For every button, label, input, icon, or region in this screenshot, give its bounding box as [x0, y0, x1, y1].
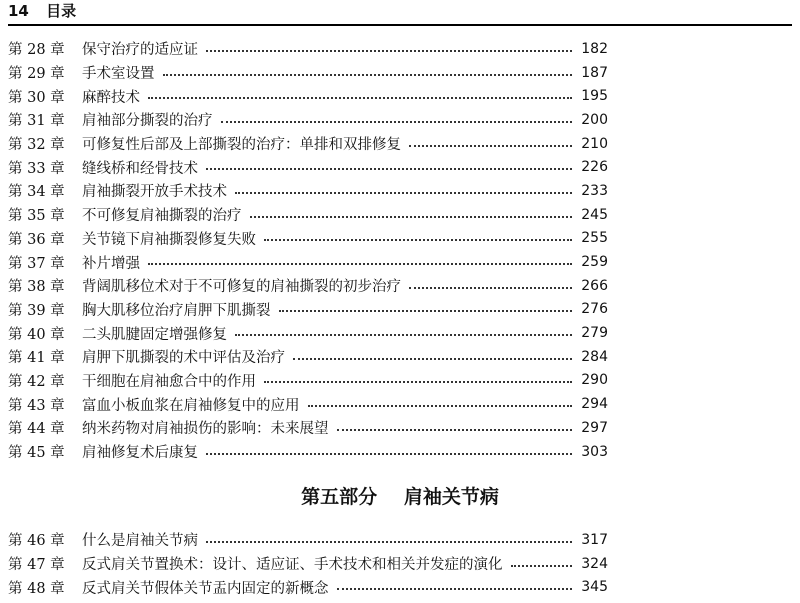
page-ref: 255	[581, 230, 608, 247]
chapter-title: 干细胞在肩袖愈合中的作用	[82, 373, 256, 390]
leader-dots	[337, 588, 573, 590]
leader-dots	[308, 405, 573, 407]
chapter-title: 什么是肩袖关节病	[82, 533, 198, 550]
chapter-number: 第 37 章	[8, 255, 65, 272]
toc-entry[interactable]	[8, 179, 608, 203]
chapter-title: 麻醉技术	[82, 89, 140, 106]
toc-entry[interactable]	[8, 552, 608, 576]
toc-entry[interactable]	[8, 392, 608, 416]
chapter-title: 背阔肌移位术对于不可修复的肩袖撕裂的初步治疗	[82, 279, 401, 296]
toc-entry[interactable]	[8, 298, 608, 322]
chapter-title: 可修复性后部及上部撕裂的治疗：单排和双排修复	[82, 137, 401, 154]
leader-dots	[206, 50, 572, 52]
leader-dots	[235, 192, 572, 194]
chapter-number: 第 29 章	[8, 66, 65, 83]
chapter-title: 关节镜下肩袖撕裂修复失败	[82, 231, 256, 248]
page-ref: 324	[581, 555, 608, 572]
toc-entry[interactable]	[8, 575, 608, 599]
leader-dots	[264, 381, 572, 383]
section-title: 目录	[46, 2, 77, 20]
leader-dots	[148, 97, 572, 99]
chapter-title: 肩袖修复术后康复	[82, 445, 198, 462]
chapter-number: 第 46 章	[8, 533, 65, 550]
part-label: 第五部分	[301, 486, 378, 508]
toc-entry[interactable]	[8, 108, 608, 132]
leader-dots	[206, 541, 572, 543]
toc-entry[interactable]	[8, 155, 608, 179]
page-number: 14	[8, 2, 29, 20]
chapter-number: 第 41 章	[8, 350, 65, 367]
chapter-number: 第 38 章	[8, 279, 65, 296]
chapter-number: 第 30 章	[8, 89, 65, 106]
page-ref: 297	[581, 419, 608, 436]
toc-list-part-4	[8, 37, 608, 463]
leader-dots	[337, 429, 573, 431]
chapter-number: 第 33 章	[8, 160, 65, 177]
page-ref: 226	[581, 159, 608, 176]
leader-dots	[293, 358, 572, 360]
leader-dots	[264, 239, 572, 241]
toc-entry[interactable]	[8, 528, 608, 552]
page-ref: 266	[581, 277, 608, 294]
page-ref: 195	[581, 88, 608, 105]
toc-entry[interactable]	[8, 203, 608, 227]
chapter-number: 第 31 章	[8, 113, 65, 130]
chapter-number: 第 48 章	[8, 580, 65, 597]
page-ref: 284	[581, 348, 608, 365]
toc-entry[interactable]	[8, 84, 608, 108]
chapter-number: 第 32 章	[8, 137, 65, 154]
toc-entry[interactable]	[8, 321, 608, 345]
toc-entry[interactable]	[8, 369, 608, 393]
leader-dots	[206, 453, 572, 455]
chapter-number: 第 36 章	[8, 231, 65, 248]
leader-dots	[409, 145, 572, 147]
toc-entry[interactable]	[8, 440, 608, 464]
leader-dots	[206, 168, 572, 170]
chapter-title: 不可修复肩袖撕裂的治疗	[82, 208, 242, 225]
chapter-title: 纳米药物对肩袖损伤的影响：未来展望	[82, 421, 329, 438]
chapter-title: 肩袖撕裂开放手术技术	[82, 184, 227, 201]
toc-entry[interactable]	[8, 132, 608, 156]
page-ref: 276	[581, 301, 608, 318]
toc-entry[interactable]	[8, 416, 608, 440]
toc-list-part-5	[8, 528, 608, 599]
toc-entry[interactable]	[8, 250, 608, 274]
chapter-title: 补片增强	[82, 255, 140, 272]
leader-dots	[163, 74, 573, 76]
chapter-number: 第 47 章	[8, 557, 65, 574]
toc-entry[interactable]	[8, 61, 608, 85]
chapter-number: 第 45 章	[8, 445, 65, 462]
chapter-number: 第 43 章	[8, 397, 65, 414]
page-ref: 245	[581, 206, 608, 223]
leader-dots	[409, 287, 572, 289]
page-ref: 279	[581, 325, 608, 342]
chapter-title: 肩袖部分撕裂的治疗	[82, 113, 213, 130]
part-title: 肩袖关节病	[403, 486, 499, 508]
page-ref: 210	[581, 135, 608, 152]
chapter-title: 缝线桥和经骨技术	[82, 160, 198, 177]
page-ref: 182	[581, 40, 608, 57]
leader-dots	[511, 565, 573, 567]
toc-entry[interactable]	[8, 227, 608, 251]
page-ref: 303	[581, 443, 608, 460]
page-ref: 200	[581, 111, 608, 128]
chapter-title: 反式肩关节假体关节盂内固定的新概念	[82, 580, 329, 597]
page-header	[8, 0, 792, 26]
chapter-number: 第 44 章	[8, 421, 65, 438]
page-ref: 345	[581, 579, 608, 596]
page-ref: 317	[581, 531, 608, 548]
chapter-title: 肩胛下肌撕裂的术中评估及治疗	[82, 350, 285, 367]
page-ref: 259	[581, 254, 608, 271]
page-ref: 187	[581, 64, 608, 81]
leader-dots	[148, 263, 572, 265]
page-ref: 294	[581, 396, 608, 413]
chapter-title: 富血小板血浆在肩袖修复中的应用	[82, 397, 300, 414]
chapter-number: 第 34 章	[8, 184, 65, 201]
chapter-number: 第 35 章	[8, 208, 65, 225]
page-ref: 233	[581, 182, 608, 199]
chapter-number: 第 42 章	[8, 373, 65, 390]
chapter-number: 第 28 章	[8, 42, 65, 59]
page-ref: 290	[581, 372, 608, 389]
leader-dots	[221, 121, 573, 123]
toc-entry[interactable]	[8, 274, 608, 298]
part-heading	[0, 482, 800, 509]
chapter-number: 第 39 章	[8, 302, 65, 319]
chapter-title: 反式肩关节置换术：设计、适应证、手术技术和相关并发症的演化	[82, 557, 503, 574]
leader-dots	[250, 216, 573, 218]
chapter-number: 第 40 章	[8, 326, 65, 343]
chapter-title: 二头肌腱固定增强修复	[82, 326, 227, 343]
chapter-title: 手术室设置	[82, 66, 155, 83]
leader-dots	[235, 334, 572, 336]
leader-dots	[279, 310, 573, 312]
toc-entry[interactable]	[8, 345, 608, 369]
chapter-title: 保守治疗的适应证	[82, 42, 198, 59]
chapter-title: 胸大肌移位治疗肩胛下肌撕裂	[82, 302, 271, 319]
toc-entry[interactable]	[8, 37, 608, 61]
